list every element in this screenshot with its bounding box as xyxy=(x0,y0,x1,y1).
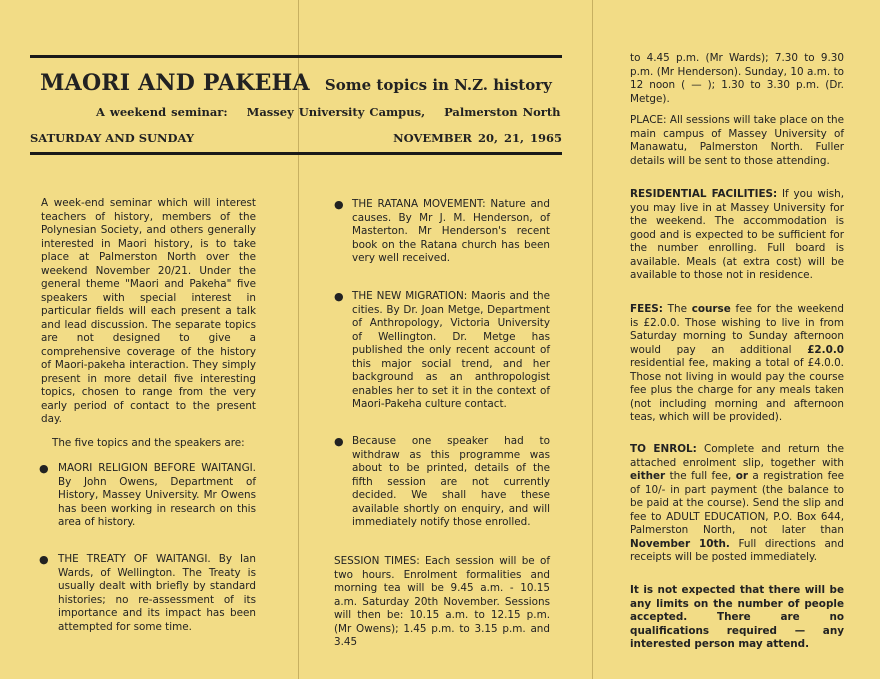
enrol-deadline: November 10th. xyxy=(630,537,730,550)
enrol-text-4: Full directions and receipts will be posted immediately. xyxy=(630,537,844,563)
header-rule-bottom xyxy=(30,152,562,155)
topic-ratana: THE RATANA MOVEMENT: Nature and causes. By Mr J. M. Henderson, of Masterton. Mr Henderson's recent book on the Ratana church has been very well received. xyxy=(352,198,550,264)
subtitle: Some topics in N.Z. history xyxy=(324,76,552,94)
fees xyxy=(630,303,844,425)
residential-label: RESIDENTIAL FACILITIES: xyxy=(630,188,778,200)
seminar-label: A weekend seminar: xyxy=(96,105,228,119)
seminar-city: Palmerston North xyxy=(444,105,561,119)
bullet-icon: ● xyxy=(39,462,49,475)
fold-line-left xyxy=(298,0,299,679)
fees-course: course xyxy=(691,303,731,315)
topic-new-migration: THE NEW MIGRATION: Maoris and the cities. By Dr. Joan Metge, Department of Anthropology, Victoria University of Wellington. Dr. Metge has published the only recent account of this major social trend, and her background as an anthropologist enables her to set it in the context of Maori-Pakeha culture contact. xyxy=(352,290,550,410)
seminar-line xyxy=(96,105,575,119)
header-rule-top xyxy=(30,55,562,58)
topics-heading: The five topics and the speakers are: xyxy=(52,437,245,449)
intro-paragraph: A week-end seminar which will interest teachers of history, members of the Polynesian Society, and others generally interested in Maori history, is to take place at Palmerston North over the weekend November 20/21. Under the general theme "Maori and Pakeha" five speakers with special interest in particular fields will each present a talk and lead discussion. The separate topics are not designed to give a comprehensive coverage of the history of Maori-pakeha interaction. They simply present in more detail five interesting topics, chosen to range from the very early period of contact to the present day. xyxy=(41,197,256,425)
bullet-icon: ● xyxy=(334,290,344,303)
enrol-text-1: Complete and return the attached enrolment slip, together with xyxy=(630,443,844,469)
residential-text: If you wish, you may live in at Massey University for the weekend. The accommodation is good and is expected to be sufficient for the number enrolling. Full board is available. Meals (at extra cost) will be available to those not in residence. xyxy=(630,188,845,281)
fold-line-right xyxy=(592,0,593,679)
page-title xyxy=(30,70,562,96)
bullet-icon: ● xyxy=(334,435,344,448)
fees-amount: £2.0.0 xyxy=(807,343,845,356)
enrol-text-2: the full fee, xyxy=(669,470,732,482)
topic-treaty-waitangi: THE TREATY OF WAITANGI. By Ian Wards, of Wellington. The Treaty is usually dealt with briefly by standard histories; no re-assessment of its importance and its impact has been attempted for some time. xyxy=(58,553,256,633)
session-times: SESSION TIMES: Each session will be of two hours. Enrolment formalities and morning tea will be 9.45 a.m. - 10.15 a.m. Saturday 20th November. Sessions will then be: 10.15 a.m. to 12.15 p.m. (Mr Owens); 1.45 p.m. to 3.15 p.m. and 3.45 xyxy=(334,555,550,648)
enrol-or: or xyxy=(735,470,748,482)
fees-text-1: fee for the weekend is £2.0.0. Those wishing to live in from Saturday morning to Sunday afternoon would pay an additional xyxy=(630,303,844,356)
bullet-icon: ● xyxy=(334,198,344,211)
fees-text-2: residential fee, making a total of £4.0.0. Those not living in would pay the course fee plus the charge for any meals taken (not including morning and afternoon teas, which will be provided). xyxy=(630,357,844,423)
seminar-days: SATURDAY AND SUNDAY xyxy=(30,131,195,145)
main-title: MAORI AND PAKEHA xyxy=(40,70,310,96)
fees-the: The xyxy=(667,303,687,315)
seminar-dates: NOVEMBER 20, 21, 1965 xyxy=(393,131,562,145)
session-times-cont: to 4.45 p.m. (Mr Wards); 7.30 to 9.30 p.m. (Mr Henderson). Sunday, 10 a.m. to 12 noon ( — ); 1.30 to 3.30 p.m. (Dr. Metge). xyxy=(630,52,844,105)
enrol-label: TO ENROL: xyxy=(630,443,697,455)
enrol-either: either xyxy=(630,470,666,482)
to-enrol xyxy=(630,443,844,565)
fees-label: FEES: xyxy=(630,303,663,315)
withdraw-note: Because one speaker had to withdraw as this programme was about to be printed, details of the fifth session are not currently decided. We shall have these available shortly on enquiry, and will immediately notify those enrolled. xyxy=(352,435,550,528)
bullet-icon: ● xyxy=(39,553,49,566)
seminar-campus: Massey University Campus, xyxy=(246,105,426,119)
topic-maori-religion: MAORI RELIGION BEFORE WAITANGI. By John Owens, Department of History, Massey University. Mr Owens has been working in research on this area of history. xyxy=(58,462,256,528)
enrol-text-3: a registration fee of 10/- in part payment (the balance to be paid at the course). Send the slip and fee to ADULT EDUCATION, P.O. Box 644, Palmerston North, not later than xyxy=(630,470,845,536)
limits-note: It is not expected that there will be any limits on the number of people accepted. There are no qualifications required — any interested person may attend. xyxy=(630,584,844,650)
residential-facilities xyxy=(630,188,844,283)
place: PLACE: All sessions will take place on the main campus of Massey University of Manawatu, Palmerston North. Fuller details will be sent to those attending. xyxy=(630,114,845,167)
